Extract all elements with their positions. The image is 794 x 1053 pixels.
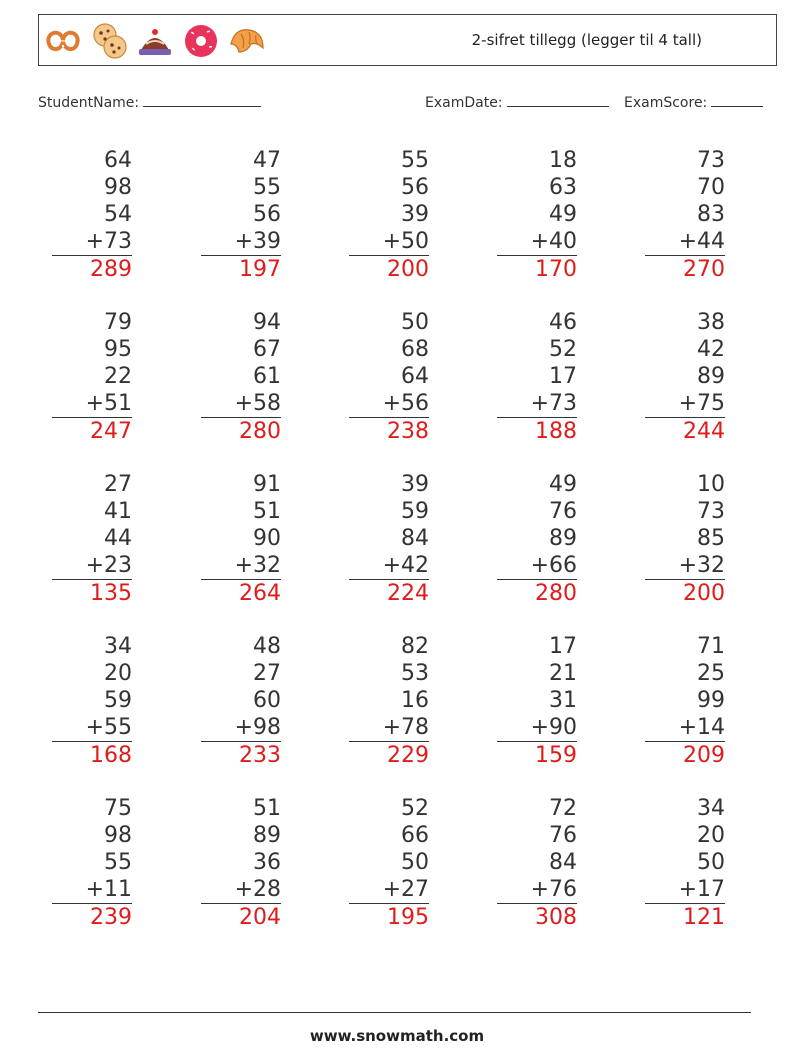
problem-1-5: [645, 147, 725, 283]
addend: 42: [697, 337, 725, 362]
addend: 56: [401, 175, 429, 200]
last-addend: +66: [497, 552, 577, 580]
addend: 51: [253, 499, 281, 524]
addend: 50: [697, 850, 725, 875]
exam-score-label: ExamScore:: [624, 95, 708, 111]
addend: 48: [253, 634, 281, 659]
last-addend: +76: [497, 876, 577, 904]
answer: 170: [535, 257, 577, 282]
last-addend: +58: [201, 390, 281, 418]
problem-1-4: [497, 147, 577, 283]
last-addend: +75: [645, 390, 725, 418]
addend: 63: [549, 175, 577, 200]
addend: 10: [697, 472, 725, 497]
addend: 85: [697, 526, 725, 551]
addend: 99: [697, 688, 725, 713]
addend: 66: [401, 823, 429, 848]
problem-2-3: [349, 309, 429, 445]
addend: 89: [549, 526, 577, 551]
answer: 168: [90, 743, 132, 768]
problem-5-5: [645, 795, 725, 931]
problem-4-2: [201, 633, 281, 769]
problem-1-3: [349, 147, 429, 283]
last-addend: +11: [52, 876, 132, 904]
addend: 55: [104, 850, 132, 875]
addend: 27: [253, 661, 281, 686]
problem-5-3: [349, 795, 429, 931]
answer: 238: [387, 419, 429, 444]
addend: 73: [697, 148, 725, 173]
last-addend: +73: [497, 390, 577, 418]
student-name-label: StudentName:: [38, 95, 140, 111]
addend: 39: [401, 472, 429, 497]
donut-icon: [181, 22, 221, 60]
addend: 55: [253, 175, 281, 200]
answer: 135: [90, 581, 132, 606]
addend: 98: [104, 175, 132, 200]
addend: 50: [401, 850, 429, 875]
last-addend: +42: [349, 552, 429, 580]
addend: 73: [697, 499, 725, 524]
addend: 72: [549, 796, 577, 821]
addend: 75: [104, 796, 132, 821]
last-addend: +51: [52, 390, 132, 418]
addend: 49: [549, 472, 577, 497]
last-addend: +14: [645, 714, 725, 742]
addend: 31: [549, 688, 577, 713]
problem-3-3: [349, 471, 429, 607]
last-addend: +73: [52, 228, 132, 256]
addend: 16: [401, 688, 429, 713]
addend: 67: [253, 337, 281, 362]
addend: 44: [104, 526, 132, 551]
addend: 79: [104, 310, 132, 335]
answer: 280: [239, 419, 281, 444]
last-addend: +98: [201, 714, 281, 742]
addend: 34: [104, 634, 132, 659]
addend: 41: [104, 499, 132, 524]
addend: 84: [549, 850, 577, 875]
addend: 27: [104, 472, 132, 497]
addend: 47: [253, 148, 281, 173]
footer-divider: [38, 1012, 751, 1013]
exam-score-blank: [711, 92, 763, 107]
addend: 17: [549, 634, 577, 659]
last-addend: +40: [497, 228, 577, 256]
addend: 36: [253, 850, 281, 875]
last-addend: +23: [52, 552, 132, 580]
addend: 89: [253, 823, 281, 848]
problem-3-5: [645, 471, 725, 607]
addend: 60: [253, 688, 281, 713]
problem-3-4: [497, 471, 577, 607]
exam-score-field: [624, 92, 763, 111]
problem-5-4: [497, 795, 577, 931]
last-addend: +17: [645, 876, 725, 904]
addend: 71: [697, 634, 725, 659]
croissant-icon: [227, 22, 267, 60]
exam-date-field: [425, 92, 609, 111]
addend: 25: [697, 661, 725, 686]
addend: 64: [104, 148, 132, 173]
answer: 244: [683, 419, 725, 444]
addend: 91: [253, 472, 281, 497]
answer: 209: [683, 743, 725, 768]
last-addend: +55: [52, 714, 132, 742]
cake-icon: [135, 22, 175, 60]
addend: 20: [697, 823, 725, 848]
last-addend: +32: [645, 552, 725, 580]
addend: 82: [401, 634, 429, 659]
addend: 39: [401, 202, 429, 227]
addend: 21: [549, 661, 577, 686]
addend: 94: [253, 310, 281, 335]
problem-1-1: [52, 147, 132, 283]
addend: 84: [401, 526, 429, 551]
answer: 159: [535, 743, 577, 768]
answer: 200: [683, 581, 725, 606]
last-addend: +90: [497, 714, 577, 742]
answer: 270: [683, 257, 725, 282]
answer: 229: [387, 743, 429, 768]
problem-3-2: [201, 471, 281, 607]
last-addend: +56: [349, 390, 429, 418]
answer: 280: [535, 581, 577, 606]
last-addend: +32: [201, 552, 281, 580]
problem-4-1: [52, 633, 132, 769]
addend: 98: [104, 823, 132, 848]
addend: 59: [104, 688, 132, 713]
addend: 38: [697, 310, 725, 335]
answer: 204: [239, 905, 281, 930]
addend: 51: [253, 796, 281, 821]
exam-date-label: ExamDate:: [425, 95, 503, 111]
worksheet-title: 2-sifret tillegg (legger til 4 tall): [471, 31, 702, 49]
addend: 20: [104, 661, 132, 686]
problem-2-4: [497, 309, 577, 445]
answer: 247: [90, 419, 132, 444]
answer: 289: [90, 257, 132, 282]
addend: 59: [401, 499, 429, 524]
cookies-icon: [89, 22, 129, 60]
addend: 52: [401, 796, 429, 821]
pretzel-icon: [43, 22, 83, 60]
exam-date-blank: [507, 92, 609, 107]
addend: 52: [549, 337, 577, 362]
problem-2-2: [201, 309, 281, 445]
addend: 34: [697, 796, 725, 821]
addend: 76: [549, 823, 577, 848]
answer: 308: [535, 905, 577, 930]
answer: 195: [387, 905, 429, 930]
addend: 89: [697, 364, 725, 389]
answer: 233: [239, 743, 281, 768]
problem-2-1: [52, 309, 132, 445]
addend: 68: [401, 337, 429, 362]
last-addend: +28: [201, 876, 281, 904]
header-box: [38, 14, 777, 66]
addend: 83: [697, 202, 725, 227]
problem-4-3: [349, 633, 429, 769]
problem-5-2: [201, 795, 281, 931]
student-name-field: [38, 92, 261, 111]
icon-strip: [43, 22, 267, 60]
addend: 61: [253, 364, 281, 389]
addend: 64: [401, 364, 429, 389]
addend: 55: [401, 148, 429, 173]
footer-url: www.snowmath.com: [309, 1027, 485, 1045]
problem-4-5: [645, 633, 725, 769]
addend: 95: [104, 337, 132, 362]
answer: 188: [535, 419, 577, 444]
problem-5-1: [52, 795, 132, 931]
addend: 54: [104, 202, 132, 227]
addend: 49: [549, 202, 577, 227]
addend: 46: [549, 310, 577, 335]
last-addend: +27: [349, 876, 429, 904]
answer: 200: [387, 257, 429, 282]
last-addend: +50: [349, 228, 429, 256]
addend: 53: [401, 661, 429, 686]
student-name-blank: [143, 92, 261, 107]
addend: 70: [697, 175, 725, 200]
problem-4-4: [497, 633, 577, 769]
problem-3-1: [52, 471, 132, 607]
addend: 50: [401, 310, 429, 335]
problem-2-5: [645, 309, 725, 445]
last-addend: +44: [645, 228, 725, 256]
answer: 239: [90, 905, 132, 930]
addend: 76: [549, 499, 577, 524]
addend: 56: [253, 202, 281, 227]
problem-1-2: [201, 147, 281, 283]
addend: 17: [549, 364, 577, 389]
answer: 264: [239, 581, 281, 606]
addend: 22: [104, 364, 132, 389]
answer: 121: [683, 905, 725, 930]
answer: 197: [239, 257, 281, 282]
answer: 224: [387, 581, 429, 606]
last-addend: +39: [201, 228, 281, 256]
addend: 18: [549, 148, 577, 173]
addend: 90: [253, 526, 281, 551]
last-addend: +78: [349, 714, 429, 742]
